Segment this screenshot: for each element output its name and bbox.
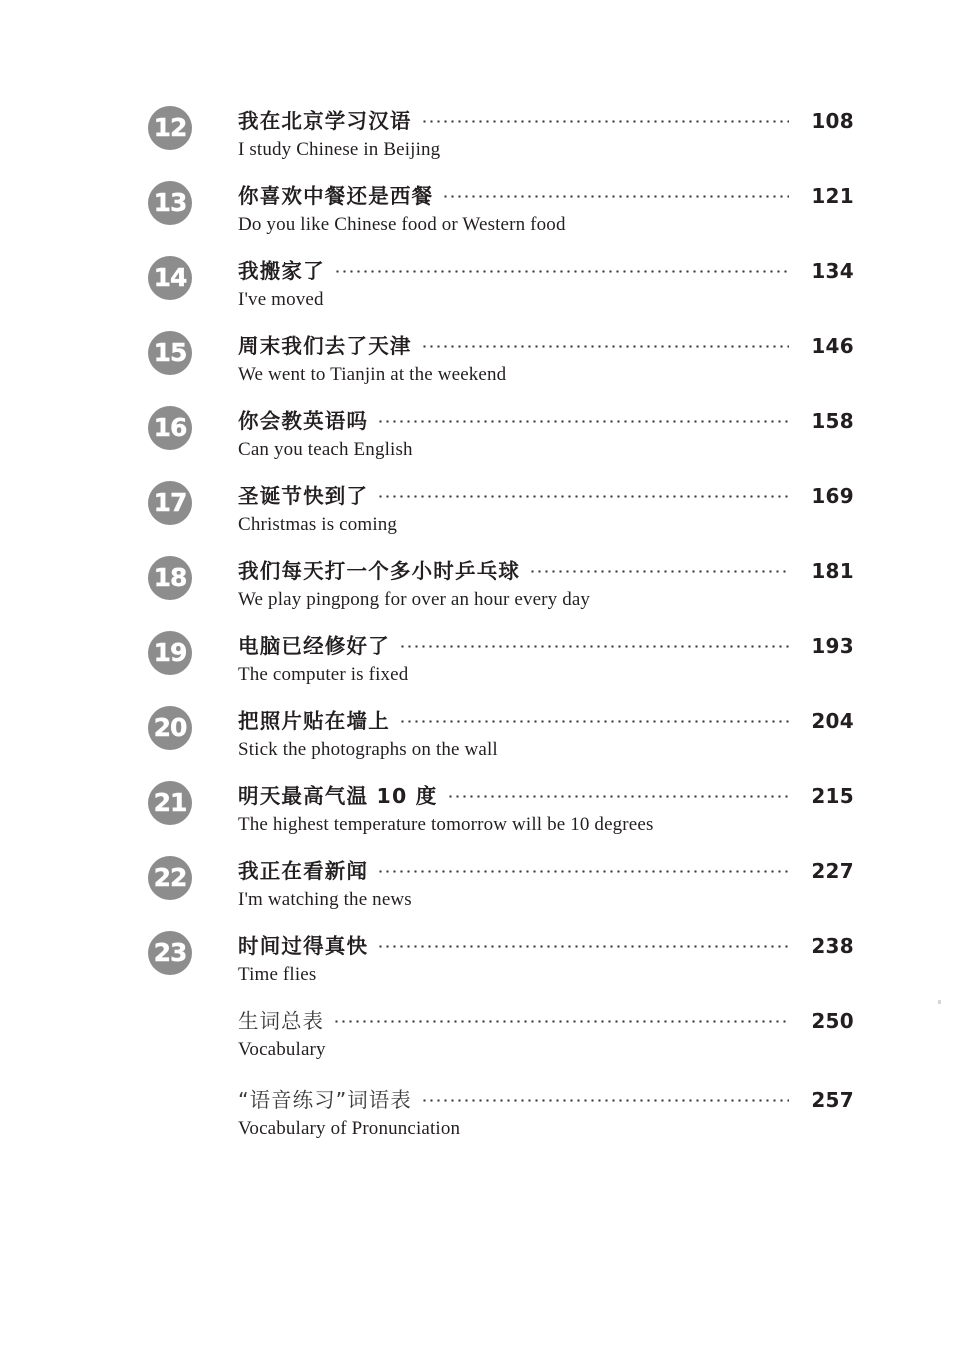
page-number[interactable]: 169 bbox=[811, 484, 854, 508]
toc-entry[interactable] bbox=[148, 479, 854, 536]
chapter-title-english: Stick the photographs on the wall bbox=[238, 739, 498, 760]
toc-entry-title-line bbox=[238, 329, 854, 359]
dot-leader bbox=[447, 787, 789, 803]
toc-entry-body bbox=[238, 854, 854, 911]
chapter-title-english: Time flies bbox=[238, 964, 317, 985]
toc-entry-title-line bbox=[238, 179, 854, 209]
toc-entry[interactable] bbox=[148, 179, 854, 236]
toc-entry[interactable] bbox=[148, 254, 854, 311]
page-number[interactable]: 181 bbox=[811, 559, 854, 583]
toc-entry[interactable] bbox=[148, 779, 854, 836]
dot-leader bbox=[334, 262, 789, 278]
toc-entry-title-line bbox=[238, 554, 854, 584]
page-number[interactable]: 227 bbox=[811, 859, 854, 883]
chapter-title-chinese: 周末我们去了天津 bbox=[238, 334, 412, 358]
chapter-title-chinese: 我们每天打一个多小时乒乓球 bbox=[238, 559, 521, 583]
chapter-title-english: The computer is fixed bbox=[238, 664, 409, 685]
chapter-title-english: We play pingpong for over an hour every day bbox=[238, 589, 591, 610]
page-number[interactable]: 238 bbox=[811, 934, 854, 958]
chapter-number-badge: 23 bbox=[148, 931, 192, 975]
chapter-title-english: Vocabulary bbox=[238, 1039, 326, 1060]
page-number[interactable]: 250 bbox=[811, 1009, 854, 1033]
toc-entry-title-line bbox=[238, 104, 854, 134]
chapter-title-chinese: 生词总表 bbox=[238, 1009, 324, 1033]
toc-entry-title-line bbox=[238, 854, 854, 884]
page-number[interactable]: 204 bbox=[811, 709, 854, 733]
toc-entry-body bbox=[238, 629, 854, 686]
chapter-number-badge: 20 bbox=[148, 706, 192, 750]
chapter-number-badge: 14 bbox=[148, 256, 192, 300]
toc-entry[interactable] bbox=[148, 554, 854, 611]
chapter-number-badge: 16 bbox=[148, 406, 192, 450]
toc-entry-title-line bbox=[238, 404, 854, 434]
toc-entry-body bbox=[238, 254, 854, 311]
chapter-title-english: Vocabulary of Pronunciation bbox=[238, 1118, 461, 1139]
chapter-number-badge: 18 bbox=[148, 556, 192, 600]
toc-entry[interactable] bbox=[148, 329, 854, 386]
toc-entry[interactable] bbox=[148, 104, 854, 161]
chapter-title-chinese: 我正在看新闻 bbox=[238, 859, 369, 883]
dot-leader bbox=[421, 112, 789, 128]
dot-leader bbox=[333, 1012, 789, 1028]
chapter-title-chinese: 我在北京学习汉语 bbox=[238, 109, 412, 133]
chapter-number-badge: 17 bbox=[148, 481, 192, 525]
dot-leader bbox=[399, 712, 789, 728]
dot-leader bbox=[421, 337, 789, 353]
dot-leader bbox=[421, 1091, 789, 1107]
chapter-number-badge: 13 bbox=[148, 181, 192, 225]
toc-entry-body bbox=[238, 1083, 854, 1140]
chapter-number-badge: 22 bbox=[148, 856, 192, 900]
chapter-title-chinese: 圣诞节快到了 bbox=[238, 484, 369, 508]
page-number[interactable]: 215 bbox=[811, 784, 854, 808]
toc-entry-title-line bbox=[238, 929, 854, 959]
toc-entry-body bbox=[238, 329, 854, 386]
toc-entry[interactable] bbox=[148, 1004, 854, 1061]
chapter-title-chinese: 你会教英语吗 bbox=[238, 409, 369, 433]
scan-artifact bbox=[938, 1000, 941, 1004]
page-number[interactable]: 257 bbox=[811, 1088, 854, 1112]
page-number[interactable]: 146 bbox=[811, 334, 854, 358]
dot-leader bbox=[377, 862, 789, 878]
dot-leader bbox=[442, 187, 789, 203]
toc-entry-body bbox=[238, 554, 854, 611]
toc-entry-title-line bbox=[238, 254, 854, 284]
page-number[interactable]: 108 bbox=[811, 109, 854, 133]
toc-entry[interactable] bbox=[148, 404, 854, 461]
chapter-number-badge: 15 bbox=[148, 331, 192, 375]
toc-entry-title-line bbox=[238, 479, 854, 509]
toc-entry-body bbox=[238, 479, 854, 536]
dot-leader bbox=[377, 937, 789, 953]
dot-leader bbox=[529, 562, 789, 578]
toc-entry-body bbox=[238, 704, 854, 761]
toc-entry-body bbox=[238, 404, 854, 461]
dot-leader bbox=[399, 637, 789, 653]
toc-entry-title-line bbox=[238, 704, 854, 734]
dot-leader bbox=[377, 412, 789, 428]
page-number[interactable]: 134 bbox=[811, 259, 854, 283]
chapter-title-chinese: 把照片贴在墙上 bbox=[238, 709, 390, 733]
toc-entry[interactable] bbox=[148, 1083, 854, 1140]
dot-leader bbox=[377, 487, 789, 503]
toc-entry-body bbox=[238, 1004, 854, 1061]
toc-entry-title-line bbox=[238, 629, 854, 659]
chapter-number-badge: 19 bbox=[148, 631, 192, 675]
toc-entry-body bbox=[238, 104, 854, 161]
toc-entry-title-line bbox=[238, 1083, 854, 1113]
chapter-title-chinese: “语音练习”词语表 bbox=[238, 1088, 412, 1112]
toc-entry-body bbox=[238, 779, 854, 836]
table-of-contents-list bbox=[148, 104, 854, 1140]
chapter-title-english: We went to Tianjin at the weekend bbox=[238, 364, 507, 385]
toc-entry[interactable] bbox=[148, 629, 854, 686]
chapter-title-english: Christmas is coming bbox=[238, 514, 398, 535]
toc-entry[interactable] bbox=[148, 929, 854, 986]
chapter-title-english: I study Chinese in Beijing bbox=[238, 139, 441, 160]
chapter-title-english: I've moved bbox=[238, 289, 324, 310]
toc-entry-body bbox=[238, 179, 854, 236]
chapter-title-chinese: 电脑已经修好了 bbox=[238, 634, 390, 658]
toc-entry[interactable] bbox=[148, 854, 854, 911]
toc-entry[interactable] bbox=[148, 704, 854, 761]
chapter-title-english: I'm watching the news bbox=[238, 889, 412, 910]
chapter-title-chinese: 你喜欢中餐还是西餐 bbox=[238, 184, 434, 208]
chapter-number-badge: 21 bbox=[148, 781, 192, 825]
page-number[interactable]: 121 bbox=[811, 184, 854, 208]
chapter-title-english: Do you like Chinese food or Western food bbox=[238, 214, 566, 235]
toc-entry-body bbox=[238, 929, 854, 986]
toc-entry-title-line bbox=[238, 1004, 854, 1034]
page-number[interactable]: 158 bbox=[811, 409, 854, 433]
chapter-number-badge: 12 bbox=[148, 106, 192, 150]
chapter-title-chinese: 时间过得真快 bbox=[238, 934, 369, 958]
toc-entry-title-line bbox=[238, 779, 854, 809]
chapter-title-chinese: 明天最高气温 10 度 bbox=[238, 784, 438, 808]
chapter-title-english: Can you teach English bbox=[238, 439, 413, 460]
chapter-title-english: The highest temperature tomorrow will be 10 degrees bbox=[238, 814, 654, 835]
page-number[interactable]: 193 bbox=[811, 634, 854, 658]
chapter-title-chinese: 我搬家了 bbox=[238, 259, 325, 283]
